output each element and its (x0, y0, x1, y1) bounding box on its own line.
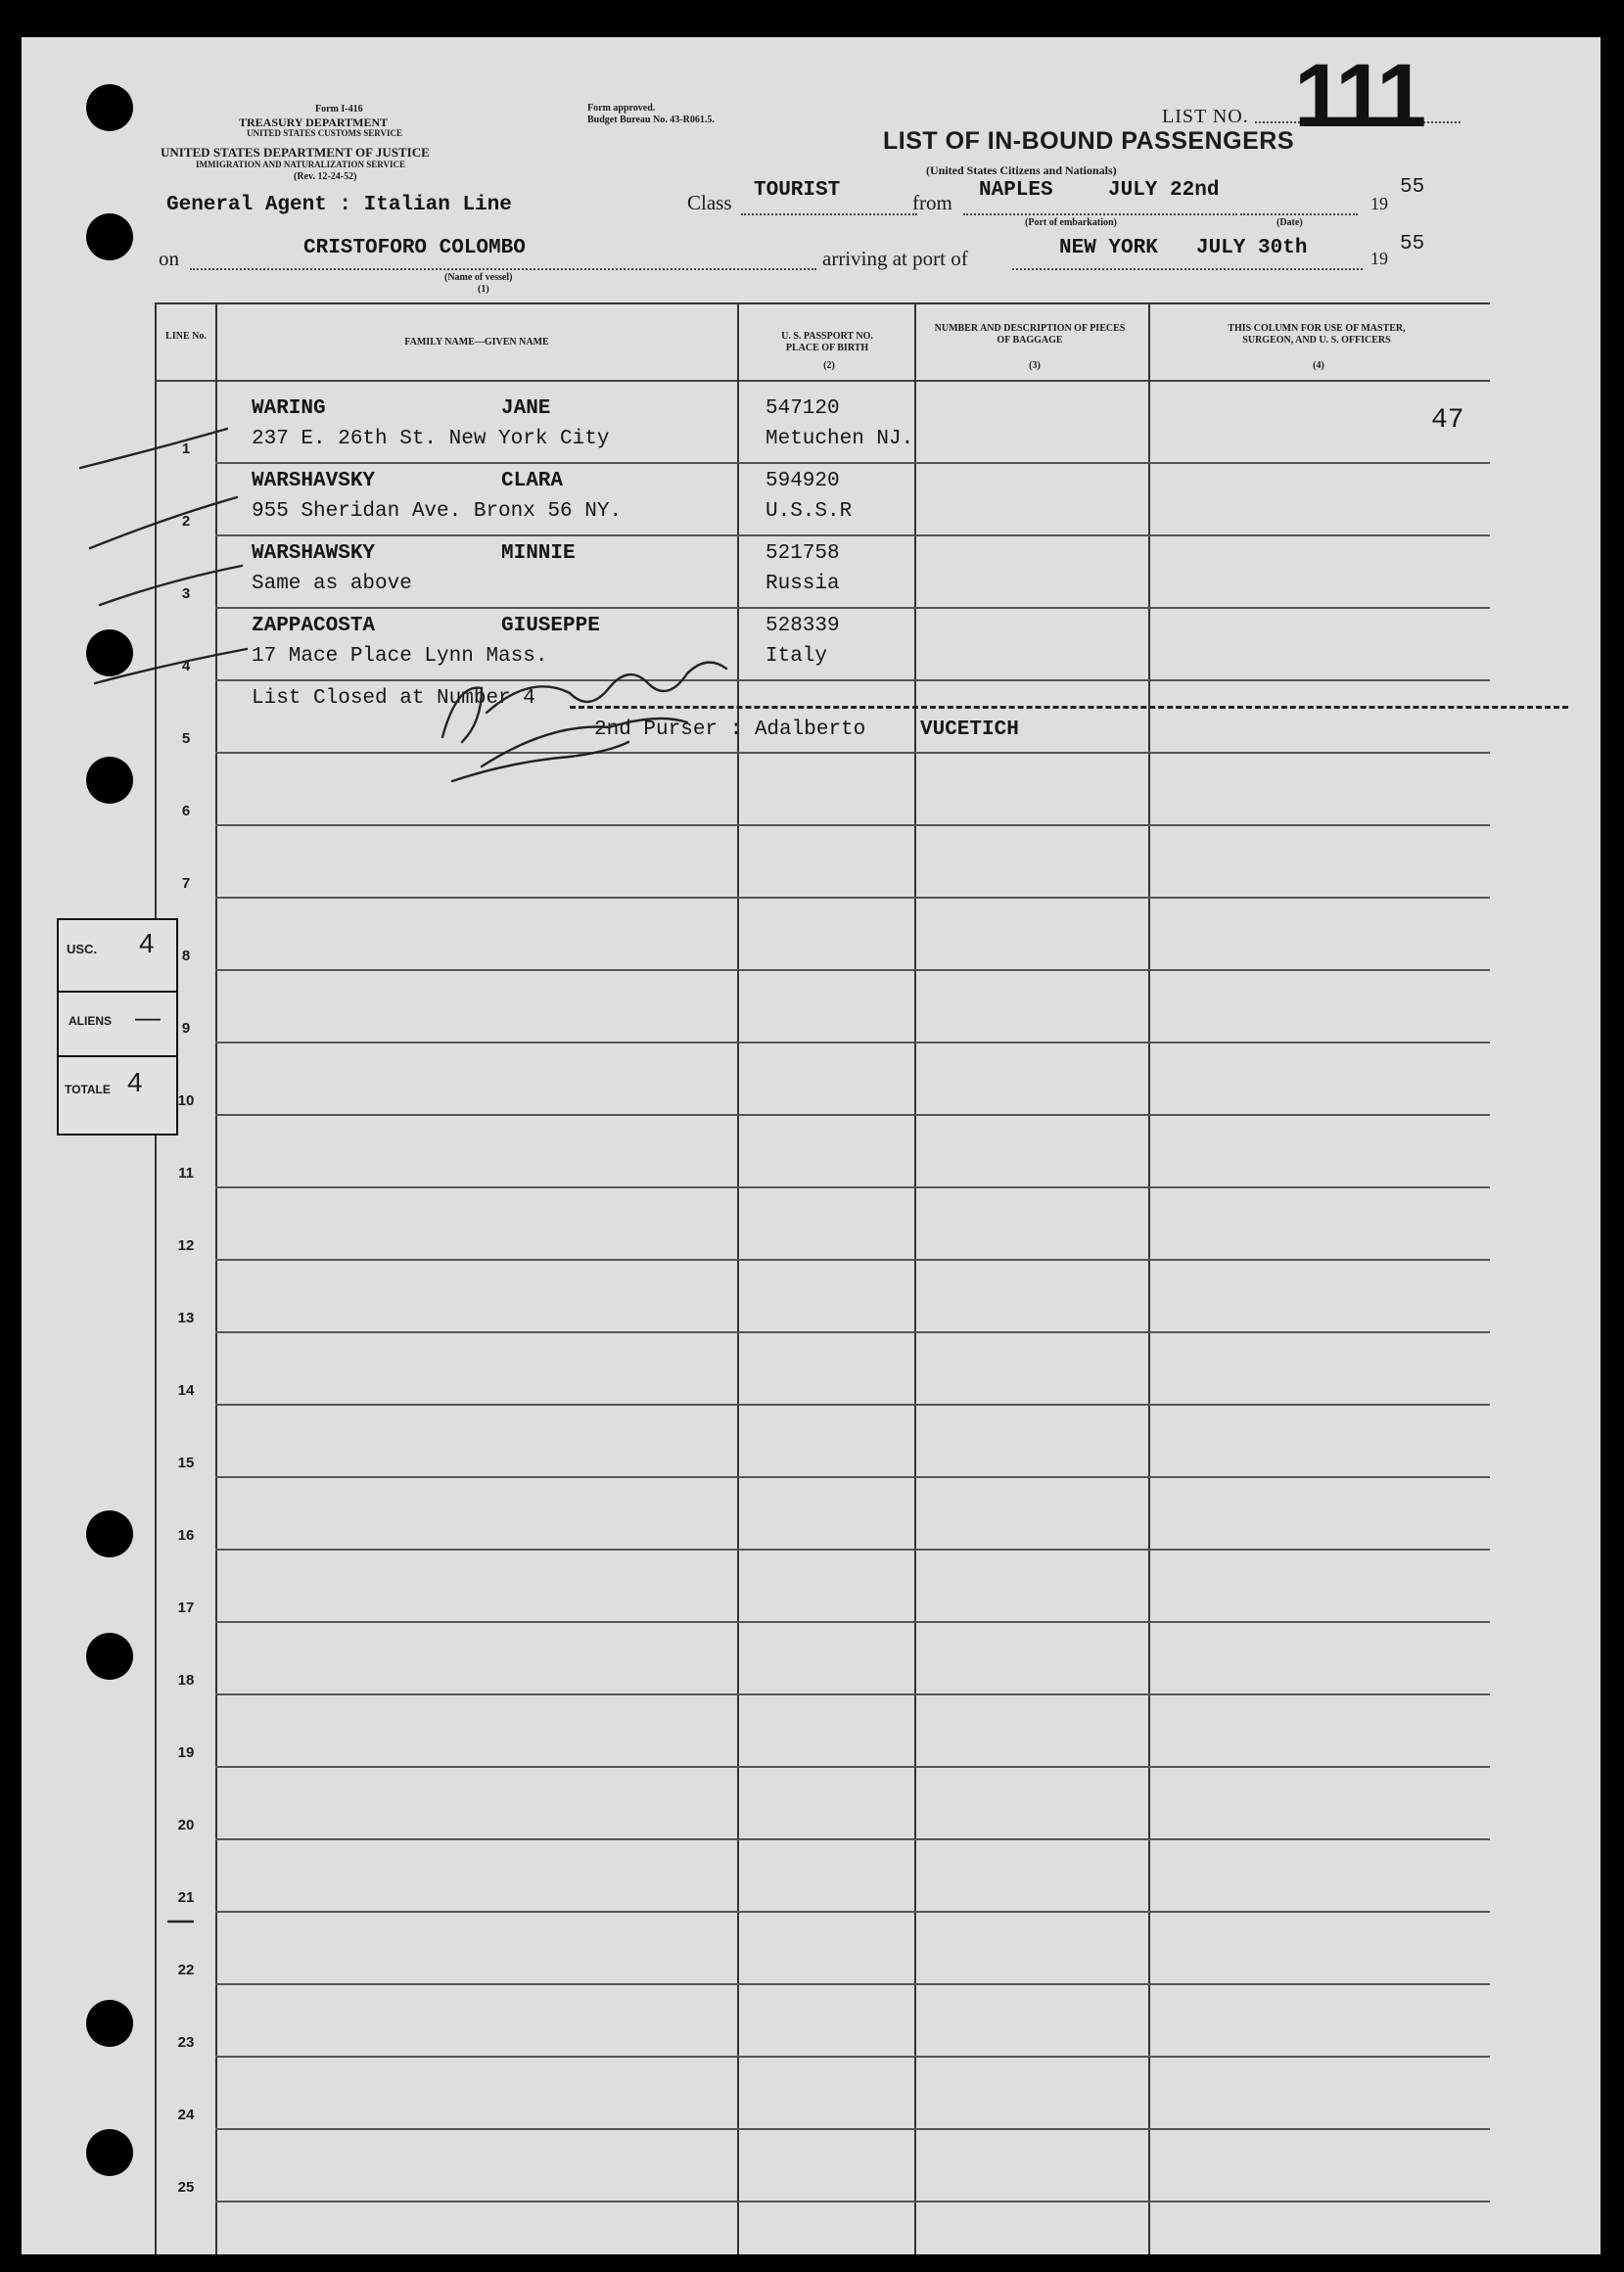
line-number: 1 (181, 440, 191, 457)
usc-label: USC. (67, 942, 98, 956)
line-number: 15 (177, 1455, 195, 1471)
line-number: 21 (177, 1889, 195, 1906)
line-number: 7 (181, 875, 191, 892)
line-number: 2 (181, 513, 191, 530)
line-number: 13 (177, 1310, 195, 1326)
list-number: 111 (1294, 46, 1423, 146)
tally-box (57, 918, 178, 1136)
class-label: Class (687, 191, 732, 214)
col-passport-num: (2) (823, 360, 835, 371)
embark-port: NAPLES (979, 179, 1053, 202)
class-value: TOURIST (754, 179, 841, 202)
line-number: 22 (177, 1962, 195, 1978)
line-number: 8 (181, 948, 191, 964)
from-label: from (912, 191, 952, 214)
customs-service: UNITED STATES CUSTOMS SERVICE (247, 128, 402, 138)
passport-number: 547120 (766, 397, 840, 420)
line-number: 10 (177, 1092, 195, 1109)
line-number: 9 (181, 1020, 191, 1037)
vessel-caption-num: (1) (478, 284, 489, 295)
line-number: 14 (177, 1382, 195, 1399)
form-subtitle: (United States Citizens and Nationals) (926, 163, 1117, 177)
line-number: 24 (177, 2107, 195, 2123)
total-label: TOTALE (65, 1083, 111, 1096)
depart-year-prefix: 19 (1370, 194, 1388, 213)
aliens-label: ALIENS (69, 1014, 113, 1028)
budget-bureau: Budget Bureau No. 43-R061.5. (587, 115, 715, 125)
passport-number: 594920 (766, 470, 840, 492)
col-baggage-header: NUMBER AND DESCRIPTION OF PIECES OF BAGGAGE (934, 323, 1126, 346)
family-name: WARING (252, 397, 326, 420)
birthplace: Russia (766, 573, 840, 595)
line-number: 3 (181, 585, 191, 602)
on-label: on (159, 247, 179, 270)
purser-surname: VUCETICH (920, 719, 1019, 741)
passport-number: 528339 (766, 615, 840, 637)
aliens-value: — (135, 1002, 161, 1032)
passport-number: 521758 (766, 542, 840, 565)
family-name: WARSHAWSKY (252, 542, 376, 565)
col-baggage-num: (3) (1029, 360, 1041, 371)
address: 17 Mace Place Lynn Mass. (252, 645, 548, 668)
birthplace: Italy (766, 645, 828, 668)
line-number: 12 (177, 1237, 195, 1254)
list-no-label: LIST NO. (1162, 106, 1249, 127)
form-approved: Form approved. (587, 103, 656, 114)
vessel-name: CRISTOFORO COLOMBO (303, 237, 526, 259)
depart-year: 55 (1400, 176, 1425, 199)
port-caption: (Port of embarkation) (1025, 217, 1117, 228)
address: 955 Sheridan Ave. Bronx 56 NY. (252, 500, 623, 523)
given-name: JANE (501, 397, 551, 420)
birthplace: Metuchen NJ. (766, 428, 914, 450)
arrival-year: 55 (1400, 233, 1425, 255)
address: 237 E. 26th St. New York City (252, 428, 610, 450)
form-revision: (Rev. 12-24-52) (294, 171, 357, 182)
usc-value: 4 (139, 928, 155, 958)
given-name: CLARA (501, 470, 564, 492)
manifest-sheet (22, 37, 1601, 2254)
general-agent: General Agent : Italian Line (166, 194, 512, 216)
justice-dept: UNITED STATES DEPARTMENT OF JUSTICE (161, 145, 430, 160)
given-name: GIUSEPPE (501, 615, 600, 637)
form-title: LIST OF IN-BOUND PASSENGERS (883, 127, 1295, 155)
total-value: 4 (127, 1067, 143, 1097)
form-number: Form I-416 (315, 104, 363, 115)
vessel-caption: (Name of vessel) (444, 272, 513, 283)
list-closed-text: List Closed at Number 4 (252, 687, 535, 710)
line-number: 18 (177, 1672, 195, 1689)
line-number: 17 (177, 1600, 195, 1616)
arrival-port: NEW YORK (1059, 237, 1158, 259)
given-name: MINNIE (501, 542, 576, 565)
officer-note: 47 (1431, 405, 1464, 436)
ins-service: IMMIGRATION AND NATURALIZATION SERVICE (196, 160, 405, 169)
family-name: WARSHAVSKY (252, 470, 376, 492)
col-officers-header: THIS COLUMN FOR USE OF MASTER, SURGEON, AND U. S. OFFICERS (1228, 323, 1406, 346)
col-name-header: FAMILY NAME—GIVEN NAME (404, 337, 549, 348)
col-line-header: LINE No. (165, 331, 207, 342)
arriving-label: arriving at port of (822, 247, 968, 270)
line-number: 16 (177, 1527, 195, 1544)
line-number: 19 (177, 1744, 195, 1761)
col-passport-header: U. S. PASSPORT NO. PLACE OF BIRTH (781, 331, 873, 353)
birthplace: U.S.S.R (766, 500, 853, 523)
line-number: 25 (177, 2179, 195, 2196)
family-name: ZAPPACOSTA (252, 615, 376, 637)
arrival-year-prefix: 19 (1370, 249, 1388, 268)
col-officers-num: (4) (1313, 360, 1324, 371)
depart-date: JULY 22nd (1108, 179, 1220, 202)
line-number: 4 (181, 658, 191, 674)
handwriting-marks (22, 37, 1601, 2254)
purser-label: 2nd Purser : Adalberto (594, 719, 866, 741)
line-number: 5 (181, 730, 191, 747)
treasury-dept: TREASURY DEPARTMENT (239, 116, 389, 129)
arrival-date: JULY 30th (1196, 237, 1308, 259)
line-number: 23 (177, 2034, 195, 2051)
date-caption: (Date) (1276, 217, 1303, 228)
line-number: 6 (181, 803, 191, 819)
line-number: 20 (177, 1817, 195, 1833)
address: Same as above (252, 573, 412, 595)
line-number: 11 (178, 1165, 194, 1182)
